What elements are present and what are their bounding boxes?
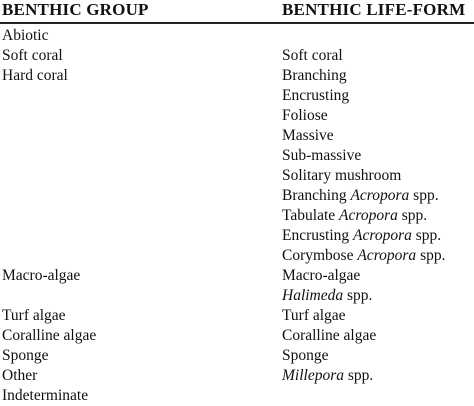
benthic-group-cell: Soft coral	[2, 47, 63, 64]
table-row	[0, 246, 474, 266]
life-form-text: spp.	[344, 367, 374, 384]
benthic-group-cell: Hard coral	[2, 67, 68, 84]
table-row	[0, 106, 474, 126]
life-form-text: Sponge	[282, 347, 329, 364]
table-row	[0, 86, 474, 106]
benthic-life-form-cell	[282, 306, 346, 326]
table-row	[0, 26, 474, 46]
taxon-name: Acropora	[339, 207, 398, 224]
benthic-group-cell: Coralline algae	[2, 327, 97, 344]
life-form-text: spp.	[411, 227, 442, 244]
benthic-group-cell: Abiotic	[2, 27, 49, 44]
life-form-text: Branching	[282, 67, 347, 84]
benthic-life-form-cell	[282, 246, 445, 266]
life-form-text: Branching	[282, 187, 351, 204]
benthic-life-form-cell	[282, 206, 427, 226]
table-row	[0, 186, 474, 206]
benthic-life-form-cell	[282, 266, 360, 286]
table-row	[0, 346, 474, 366]
benthic-life-form-cell	[282, 326, 376, 346]
table-row	[0, 126, 474, 146]
life-form-text: Solitary mushroom	[282, 167, 402, 184]
table-row	[0, 46, 474, 66]
benthic-life-form-cell	[282, 86, 349, 106]
life-form-text: Turf algae	[282, 307, 346, 324]
header-benthic-group: BENTHIC GROUP	[2, 0, 149, 19]
benthic-group-cell: Other	[2, 367, 38, 384]
life-form-text: Encrusting	[282, 87, 350, 104]
table-body	[0, 26, 474, 406]
table-row	[0, 166, 474, 186]
taxon-name: Halimeda	[282, 287, 344, 304]
benthic-life-form-cell	[282, 106, 328, 126]
life-form-text: spp.	[397, 207, 428, 224]
table-row	[0, 306, 474, 326]
taxon-name: Acropora	[357, 247, 417, 264]
life-form-text: Coralline algae	[282, 327, 377, 344]
table-row	[0, 366, 474, 386]
benthic-life-form-cell	[282, 66, 347, 86]
life-form-text: Sub-massive	[282, 147, 362, 164]
benthic-life-form-cell	[282, 126, 334, 146]
life-form-text: Soft coral	[282, 47, 343, 64]
table-row	[0, 326, 474, 346]
table-row	[0, 286, 474, 306]
benthic-life-form-cell	[282, 346, 329, 366]
benthic-life-form-cell	[282, 186, 439, 206]
benthic-life-form-cell	[282, 146, 361, 166]
benthic-group-cell: Macro-algae	[2, 267, 81, 284]
life-form-text: Foliose	[282, 107, 328, 124]
header-rule	[0, 22, 474, 24]
life-form-text: Massive	[282, 127, 334, 144]
benthic-life-form-cell	[282, 226, 441, 246]
header-benthic-life-form: BENTHIC LIFE-FORM	[282, 0, 466, 19]
life-form-text: Macro-algae	[282, 267, 361, 284]
benthic-group-cell: Sponge	[2, 347, 49, 364]
life-form-text: spp.	[416, 247, 446, 264]
life-form-text: Tabulate	[282, 207, 340, 224]
benthic-life-form-cell	[282, 46, 343, 66]
taxon-name: Millepora	[282, 367, 344, 384]
life-form-text: spp.	[343, 287, 373, 304]
life-form-text: spp.	[409, 187, 439, 204]
benthic-group-cell: Indeterminate	[2, 387, 89, 404]
table-row	[0, 386, 474, 406]
benthic-life-form-cell	[282, 366, 373, 386]
benthic-life-form-cell	[282, 166, 401, 186]
table-row	[0, 226, 474, 246]
taxon-name: Acropora	[350, 187, 410, 204]
table-row	[0, 206, 474, 226]
table-row	[0, 266, 474, 286]
table-row	[0, 66, 474, 86]
life-form-text: Encrusting	[282, 227, 354, 244]
taxon-name: Acropora	[353, 227, 412, 244]
benthic-group-cell: Turf algae	[2, 307, 66, 324]
table-row	[0, 146, 474, 166]
life-form-text: Corymbose	[282, 247, 358, 264]
benthic-life-form-cell	[282, 286, 372, 306]
